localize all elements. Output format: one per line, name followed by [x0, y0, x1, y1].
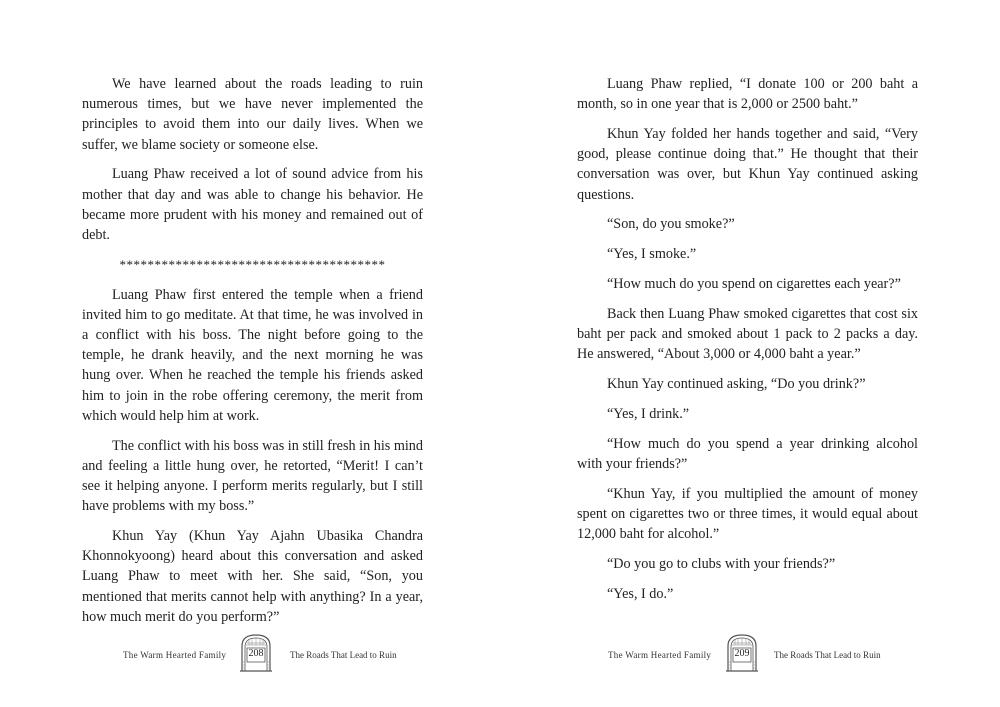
- footer-book-title: The Warm Hearted Family: [608, 650, 712, 660]
- temple-arch-icon: [238, 632, 274, 672]
- paragraph: The conflict with his boss was in still fresh in his mind and feeling a little hung over, he retorted, “Merit! I can’t see it helping anyone. I perform merits regularly, but I still have problems with my boss.”: [82, 437, 423, 515]
- paragraph: “Son, do you smoke?”: [607, 216, 735, 233]
- right-page-text: [577, 74, 918, 613]
- footer-chapter-title: The Roads That Lead to Ruin: [290, 650, 397, 660]
- right-page-footer: [500, 632, 1000, 676]
- paragraph: “Khun Yay, if you multiplied the amount of money spent on cigarettes two or three times, it would equal about 12,000 baht for alcohol.”: [577, 485, 918, 542]
- paragraph: “Yes, I drink.”: [607, 405, 690, 422]
- paragraph: Back then Luang Phaw smoked cigarettes that cost six baht per pack and smoked about 1 pack to 2 packs a day. He answered, “About 3,000 or 4,000 baht a year.”: [577, 305, 918, 363]
- paragraph: “Yes, I do.”: [607, 585, 674, 602]
- paragraph: Khun Yay (Khun Yay Ajahn Ubasika Chandra Khonnokyoong) heard about this conversation and asked Luang Phaw to meet with her. She said, “Son, you mentioned that merits cannot help with anything? In a year, how much merit do you perform?”: [82, 528, 423, 625]
- page-number: 209: [734, 648, 750, 659]
- page-number: 208: [248, 648, 264, 659]
- paragraph: Luang Phaw received a lot of sound advice from his mother that day and was able to change his behavior. He became more prudent with his money and remained out of debt.: [82, 166, 423, 244]
- left-page-footer: [0, 632, 500, 676]
- paragraph: We have learned about the roads leading to ruin numerous times, but we have never implemented the principles to avoid them into our daily lives. When we suffer, we blame society or someone else.: [82, 76, 423, 153]
- temple-arch-icon: [724, 632, 760, 672]
- paragraph: “How much do you spend on cigarettes each year?”: [607, 276, 901, 292]
- footer-chapter-title: The Roads That Lead to Ruin: [774, 650, 881, 660]
- footer-book-title: The Warm Hearted Family: [123, 650, 227, 660]
- paragraph: Luang Phaw replied, “I donate 100 or 200 baht a month, so in one year that is 2,000 or 2500 baht.”: [577, 76, 918, 113]
- paragraph: “Do you go to clubs with your friends?”: [607, 555, 836, 572]
- paragraph: Luang Phaw first entered the temple when a friend invited him to go meditate. At that time, he was involved in a conflict with his boss. The night before going to the temple, he drank heavily, and the next morning he was hung over. When he reached the temple his friends asked him to join in the robe offering ceremony, the merit from which would help him at work.: [82, 286, 423, 424]
- paragraph: Khun Yay folded her hands together and said, “Very good, please continue doing that.” He thought that their conversation was over, but Khun Yay continued asking questions.: [577, 126, 918, 203]
- left-page-text: [82, 74, 423, 637]
- paragraph: Khun Yay continued asking, “Do you drink?”: [607, 376, 866, 392]
- section-separator: **************************************: [119, 256, 386, 272]
- paragraph: “Yes, I smoke.”: [607, 246, 697, 263]
- paragraph: “How much do you spend a year drinking alcohol with your friends?”: [577, 435, 918, 472]
- right-page: [500, 0, 1000, 707]
